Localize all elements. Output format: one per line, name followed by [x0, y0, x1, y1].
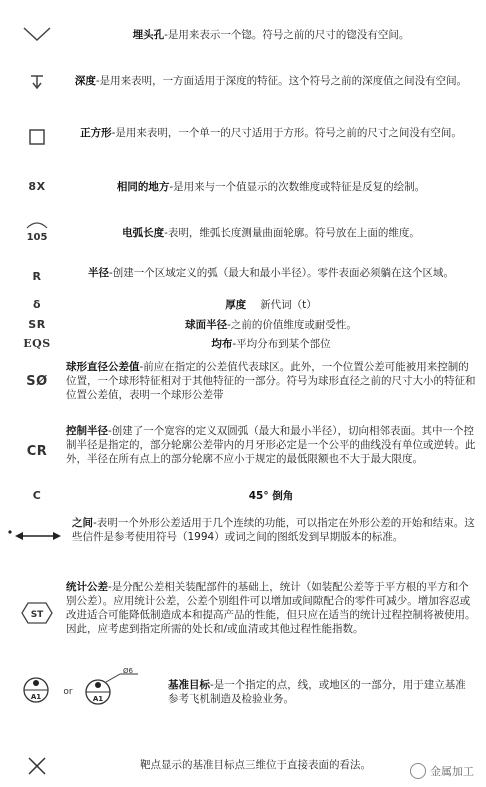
- square-icon: [14, 128, 60, 146]
- desc-text: -是用来与一个值显示的次数维度或特征是反复的绘制。: [169, 181, 426, 193]
- row-desc: [66, 298, 476, 312]
- row-desc: [72, 516, 476, 544]
- row-desc: [66, 489, 476, 503]
- row-desc: [66, 424, 476, 466]
- term-label: 控制半径: [66, 425, 108, 437]
- row-desc: [66, 360, 476, 402]
- row-desc: [66, 318, 476, 332]
- or-label: or: [63, 687, 73, 697]
- desc-text: 靶点显示的基准目标点三维位于直接表面的看法。: [140, 759, 371, 771]
- desc-text: -是用来表明，一个单一的尺寸适用于方形。符号之前的尺寸之间没有空间。: [111, 127, 462, 139]
- row-desc: [66, 28, 476, 42]
- term-label: 电弧长度: [122, 227, 165, 239]
- desc-text: -是用来表示一个锪。符号之前的尺寸的锪没有空间。: [164, 29, 410, 41]
- row-desc: [66, 337, 476, 351]
- statistical-tolerance-label: ST: [30, 610, 44, 620]
- datum-target-icon: [20, 668, 150, 708]
- arc-length-value: 105: [26, 232, 48, 242]
- term-label: 45° 倒角: [248, 490, 294, 502]
- thickness-symbol: δ: [32, 298, 42, 311]
- desc-text: -创建一个区域定义的弧（最大和最小半径）。零件表面必须躺在这个区域。: [108, 267, 455, 279]
- diameter-label: Ø6: [123, 668, 133, 675]
- radius-symbol: R: [32, 270, 42, 283]
- datum-target-label-1: A1: [30, 693, 42, 701]
- desc-text: -前应在指定的公差值代表球区。此外，一个位置公差可能被用来控制的位置，一个球形特征相对于其他特征的一部分。符号为球形直径之前的尺寸大小的特征和位置公差值，表明一个球形公差带: [66, 361, 476, 401]
- term-label: 正方形: [80, 127, 112, 139]
- watermark-text: 金属加工: [430, 765, 474, 778]
- spherical-radius-symbol: SR: [28, 318, 46, 331]
- desc-text: -是一个指定的点，线，或地区的一部分，用于建立基准参考飞机制造及检验业务。: [168, 679, 466, 705]
- watermark: [410, 763, 474, 779]
- eqs-symbol: EQS: [23, 337, 51, 350]
- row-desc: [66, 226, 476, 240]
- arc-length-icon: [14, 220, 60, 242]
- term-label: 厚度: [225, 299, 247, 311]
- target-point-icon: [14, 756, 60, 776]
- term-label: 半径: [87, 267, 109, 279]
- term-label: 球形直径公差值: [66, 361, 140, 373]
- row-desc: [168, 678, 476, 706]
- desc-text: -表明，维弧长度测量曲面轮廓。符号放在上面的维度。: [164, 227, 420, 239]
- controlled-radius-symbol: CR: [26, 444, 48, 459]
- desc-text: 新代词（t）: [260, 299, 317, 311]
- term-label: 相同的地方: [116, 181, 170, 193]
- desc-text: -是分配公差相关装配部件的基础上，统计（如装配公差等于平方根的平方和个别公差）。应用统计公差，公差个别组件可以增加或间隙配合的零件可减少。增加容忍或改进适合可能降低制造成本和提高产品的性能，但只应在适当的统计过程控制将被使用。因此，应考虑到指定所需的处长和/或血清或其他过程性能指数。: [66, 581, 476, 635]
- chamfer-symbol: C: [32, 489, 42, 502]
- countersink-icon: [14, 26, 60, 42]
- row-desc: [66, 74, 476, 88]
- term-label: 基准目标: [168, 679, 210, 691]
- depth-icon: [14, 74, 60, 90]
- term-label: 之间: [72, 517, 93, 529]
- desc-text: -表明一个外形公差适用于几个连续的功能，可以指定在外形公差的开始和结束。这些信件是参考使用符号（1994）或词之间的图纸发到早期版本的标准。: [72, 517, 475, 543]
- desc-text: -之前的价值维度或耐受性。: [227, 319, 357, 331]
- row-desc: [66, 580, 476, 636]
- row-desc: [66, 180, 476, 194]
- watermark-icon: [410, 763, 426, 779]
- spherical-diameter-symbol: SØ: [26, 374, 48, 389]
- term-label: 均布: [211, 338, 233, 350]
- desc-text: -创建了一个宽容的定义双圆弧（最大和最小半径），切向相邻表面。其中一个控制半径是指定的，部分轮廓公差带内的月牙形必定是一个公平的曲线没有单位或逆转。此外，半径在所有点上的部分轮廓不应小于规定的最低限额也不大于最大限度。: [66, 425, 476, 465]
- datum-target-label-2: A1: [92, 695, 104, 703]
- term-label: 统计公差: [66, 581, 108, 593]
- places-symbol: 8X: [28, 180, 46, 193]
- desc-text: -平均分布到某个部位: [232, 338, 331, 350]
- row-desc: [66, 126, 476, 140]
- between-icon: [6, 528, 66, 542]
- desc-text: -是用来表明，一方面适用于深度的特征。这个符号之前的深度值之间没有空间。: [95, 75, 468, 87]
- row-desc: [66, 266, 476, 280]
- term-label: 埋头孔: [132, 29, 165, 41]
- term-label: 深度: [74, 75, 96, 87]
- term-label: 球面半径: [185, 319, 228, 331]
- statistical-tolerance-icon: [14, 602, 60, 624]
